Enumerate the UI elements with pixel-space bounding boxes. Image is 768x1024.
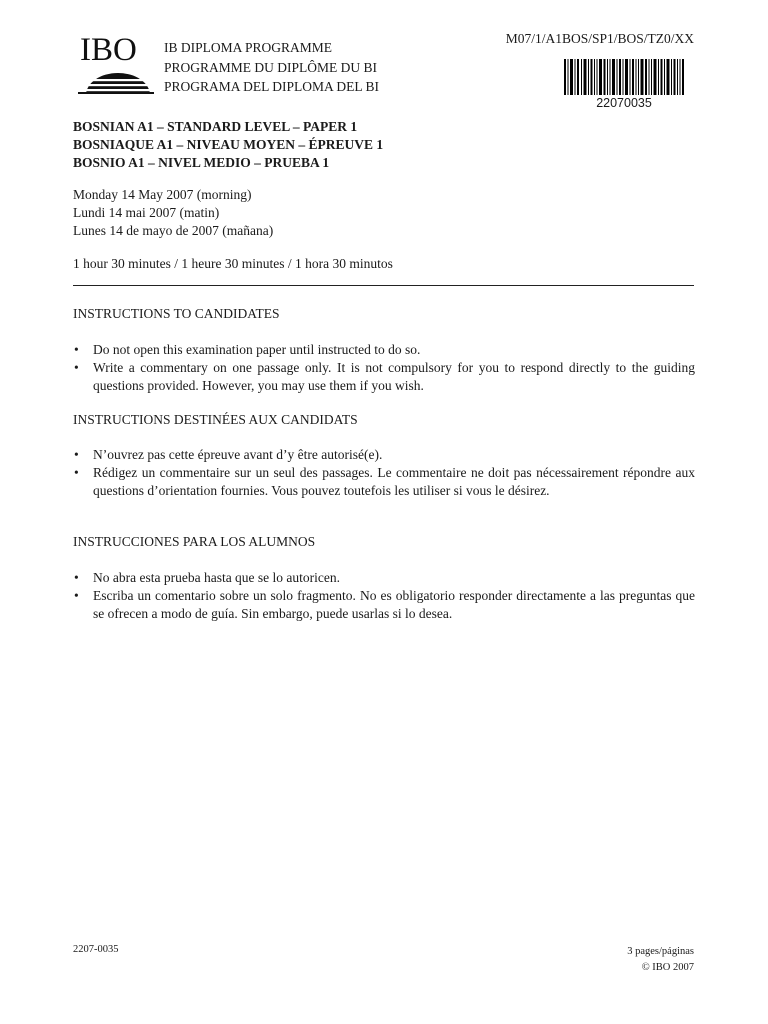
list-item: • Do not open this examination paper until instructed to do so. [73,341,695,359]
title-es: BOSNIO A1 – NIVEL MEDIO – PRUEBA 1 [73,155,330,170]
title-fr: BOSNIAQUE A1 – NIVEAU MOYEN – ÉPREUVE 1 [73,137,384,152]
instructions-list-es [73,569,695,623]
copyright: © IBO 2007 [641,962,694,973]
list-item: • No abra esta prueba hasta que se lo autoricen. [73,569,695,587]
page-count: 3 pages/páginas [627,946,694,957]
barcode [564,59,684,95]
paper-titles [73,118,383,172]
barcode-number: 22070035 [596,96,652,110]
instructions-heading-en: INSTRUCTIONS TO CANDIDATES [73,306,280,321]
date-fr: Lundi 14 mai 2007 (matin) [73,205,220,220]
list-item: • Rédigez un commentaire sur un seul des passages. Le commentaire ne doit pas nécessairement répondre aux questions d’orientation fournies. Vous pouvez toutefois les utiliser si vous le désirez. [73,464,695,500]
divider [73,285,694,286]
instructions-heading-es: INSTRUCCIONES PARA LOS ALUMNOS [73,534,316,549]
instructions-list-en [73,341,695,395]
date-es: Lunes 14 de mayo de 2007 (mañana) [73,223,274,238]
globe-stripes-icon [74,34,154,94]
list-item: • Escriba un comentario sobre un solo fragmento. No es obligatorio responder directamente a las preguntas que se ofrecen a modo de guía. Sin embargo, puede usarlas si lo desea. [73,587,695,623]
instructions-heading-fr: INSTRUCTIONS DESTINÉES AUX CANDIDATS [73,412,358,427]
document-number: 2207-0035 [73,944,119,955]
exam-dates [73,186,273,240]
programme-names [164,38,379,97]
programme-line-es: PROGRAMA DEL DIPLOMA DEL BI [164,79,380,94]
date-en: Monday 14 May 2007 (morning) [73,187,252,202]
title-en: BOSNIAN A1 – STANDARD LEVEL – PAPER 1 [73,119,358,134]
ibo-logo [74,34,154,94]
programme-line-fr: PROGRAMME DU DIPLÔME DU BI [164,59,378,75]
paper-code: M07/1/A1BOS/SP1/BOS/TZ0/XX [505,31,694,46]
programme-line-en: IB DIPLOMA PROGRAMME [164,40,333,55]
list-item: • Write a commentary on one passage only. It is not compulsory for you to respond directly to the guiding questions provided. However, you may use them if you wish. [73,359,695,395]
exam-duration: 1 hour 30 minutes / 1 heure 30 minutes / 1 hora 30 minutos [73,256,393,271]
footer-info [520,944,694,976]
list-item: • N’ouvrez pas cette épreuve avant d’y être autorisé(e). [73,446,695,464]
instructions-list-fr [73,446,695,500]
logo-text: IBO [80,32,137,68]
